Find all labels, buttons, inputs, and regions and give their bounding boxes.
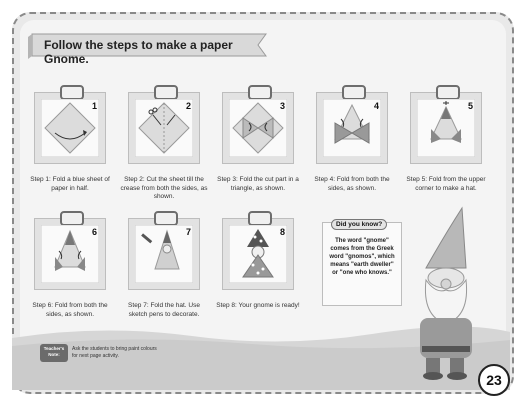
step-7-card	[128, 218, 200, 290]
paper-clip-icon	[154, 85, 178, 100]
step-5-illustration	[417, 99, 475, 157]
step-6-caption: Step 6: Fold from both the sides, as shown.	[32, 302, 108, 318]
paper-clip-icon	[248, 211, 272, 226]
step-number: 1	[91, 101, 97, 111]
step-1-caption: Step 1: Fold a blue sheet of paper in half.	[30, 176, 110, 192]
title-banner	[26, 30, 272, 66]
step-8-card	[222, 218, 294, 290]
did-you-know-label: Did you know?	[331, 219, 387, 230]
step-8-illustration	[229, 225, 287, 283]
step-4-card	[316, 92, 388, 164]
step-4-illustration	[323, 99, 381, 157]
step-8-caption: Step 8: Your gnome is ready!	[216, 302, 300, 309]
step-number: 3	[279, 101, 285, 111]
step-number: 2	[185, 101, 191, 111]
paper-clip-icon	[436, 85, 460, 100]
page-number: 23	[478, 364, 510, 396]
step-6-card	[34, 218, 106, 290]
step-3-caption: Step 3: Fold the cut part in a triangle, as shown.	[217, 176, 299, 192]
teachers-note-badge: Teacher's Note:	[40, 344, 68, 362]
step-7-illustration	[135, 225, 193, 283]
teachers-note-text: Ask the students to bring paint colours for next page activity.	[72, 346, 157, 359]
step-4-caption: Step 4: Fold from both the sides, as shown.	[314, 176, 390, 192]
step-3-illustration	[229, 99, 287, 157]
step-2-card	[128, 92, 200, 164]
paper-clip-icon	[342, 85, 366, 100]
did-you-know-text: The word "gnome" comes from the Greek word "gnomos", which means "earth dweller" or "one who knows."	[329, 238, 395, 276]
step-number: 5	[467, 101, 473, 111]
step-5-card	[410, 92, 482, 164]
gnome-illustration	[404, 206, 486, 382]
page-title: Follow the steps to make a paper Gnome.	[44, 38, 233, 66]
step-2-caption: Step 2: Cut the sheet till the crease from both the sides, as shown.	[120, 176, 208, 200]
step-1-illustration	[41, 99, 99, 157]
step-6-illustration	[41, 225, 99, 283]
step-7-caption: Step 7: Fold the hat. Use sketch pens to decorate.	[128, 302, 200, 318]
step-1-card	[34, 92, 106, 164]
step-2-illustration	[135, 99, 193, 157]
step-number: 7	[185, 227, 191, 237]
paper-clip-icon	[154, 211, 178, 226]
step-3-card	[222, 92, 294, 164]
paper-clip-icon	[60, 211, 84, 226]
step-5-caption: Step 5: Fold from the upper corner to make a hat.	[406, 176, 486, 192]
step-number: 6	[91, 227, 97, 237]
paper-clip-icon	[60, 85, 84, 100]
step-number: 4	[373, 101, 379, 111]
paper-clip-icon	[248, 85, 272, 100]
step-number: 8	[279, 227, 285, 237]
did-you-know-card	[322, 222, 402, 306]
